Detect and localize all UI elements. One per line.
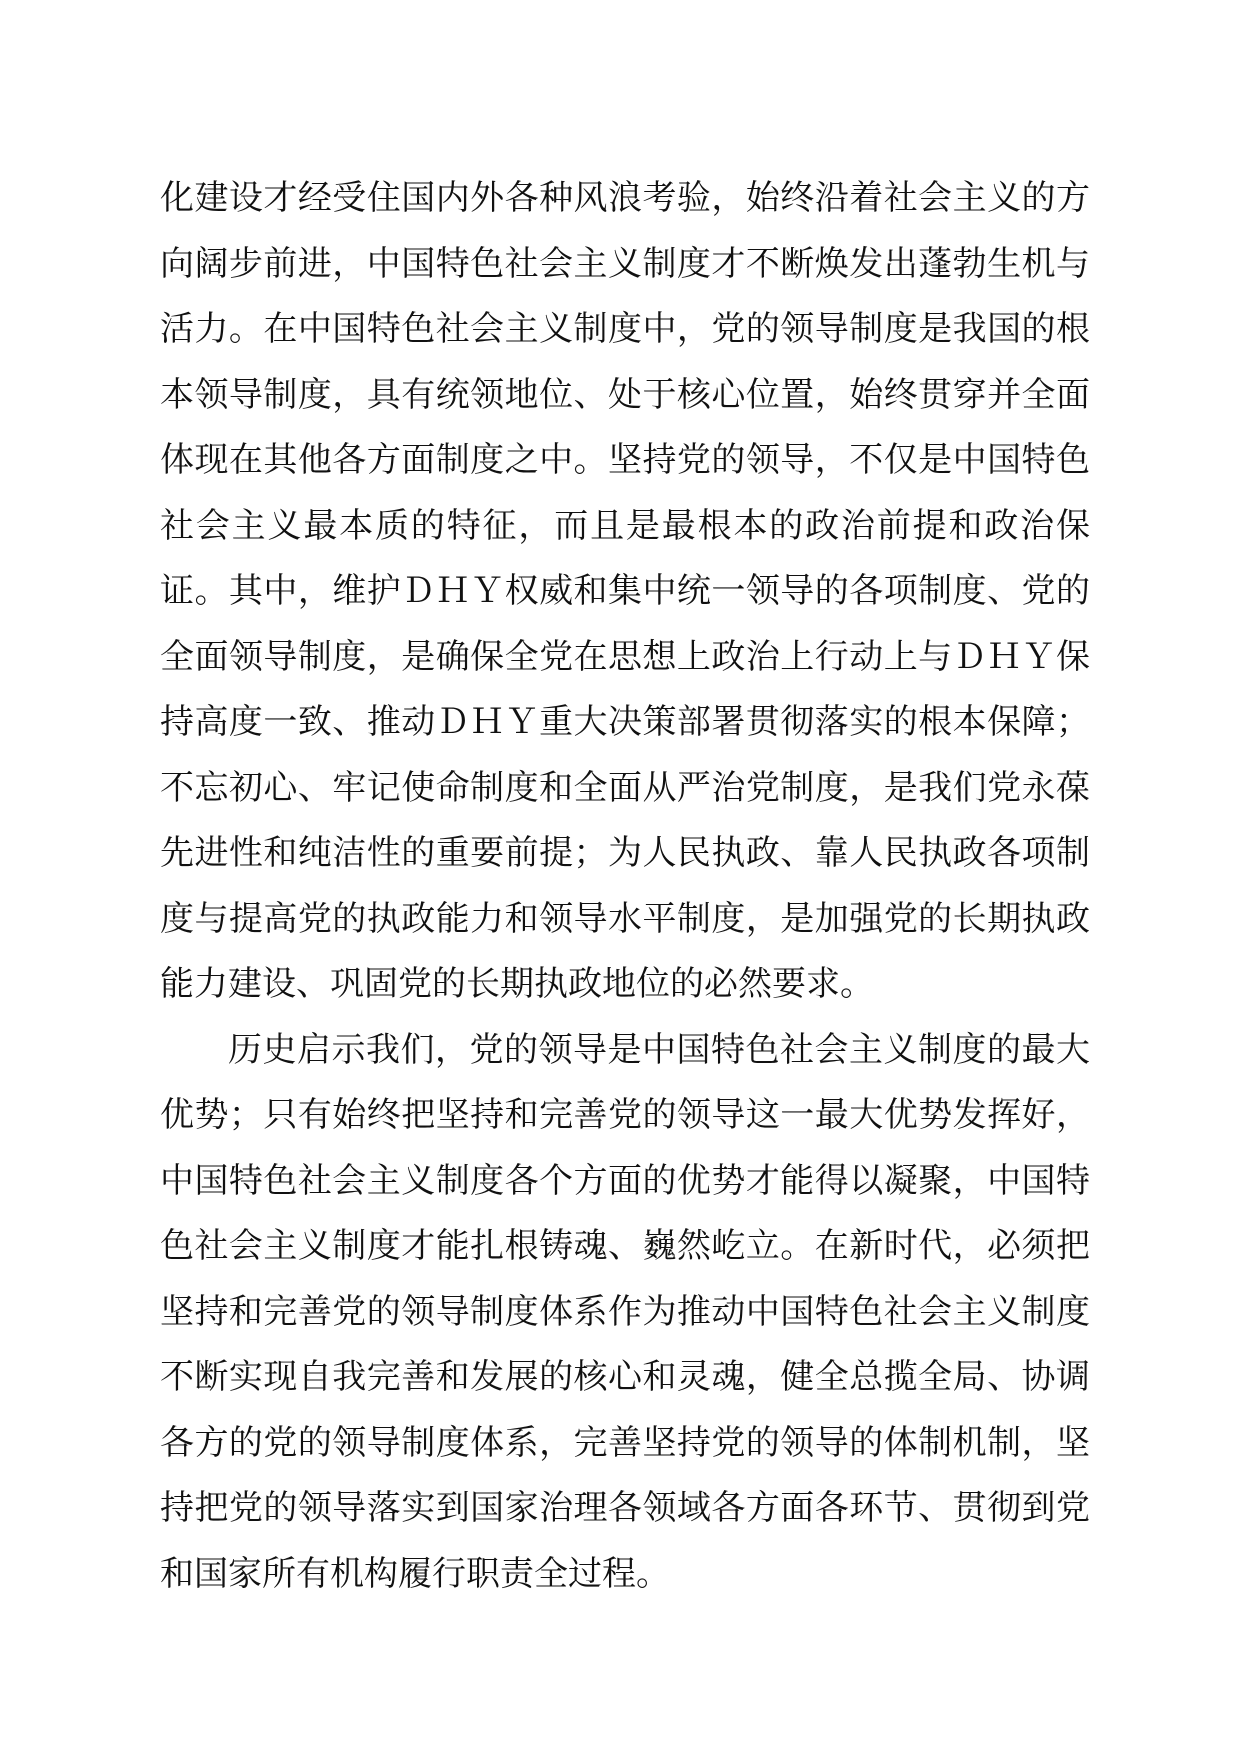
paragraph-continued: 化建设才经受住国内外各种风浪考验，始终沿着社会主义的方向阔步前进，中国特色社会主义制度才不断焕发出蓬勃生机与活力。在中国特色社会主义制度中，党的领导制度是我国的根本领导制度，具有统领地位、处于核心位置，始终贯穿并全面体现在其他各方面制度之中。坚持党的领导，不仅是中国特色社会主义最本质的特征，而且是最根本的政治前提和政治保证。其中，维护ＤＨＹ权威和集中统一领导的各项制度、党的全面领导制度，是确保全党在思想上政治上行动上与ＤＨＹ保持高度一致、推动ＤＨＹ重大决策部署贯彻落实的根本保障；不忘初心、牢记使命制度和全面从严治党制度，是我们党永葆先进性和纯洁性的重要前提；为人民执政、靠人民执政各项制度与提高党的执政能力和领导水平制度，是加强党的长期执政能力建设、巩固党的长期执政地位的必然要求。: [160, 178, 1090, 1004]
document-body: [160, 166, 1090, 1607]
paragraph-history-lesson: 历史启示我们，党的领导是中国特色社会主义制度的最大优势；只有始终把坚持和完善党的领导这一最大优势发挥好，中国特色社会主义制度各个方面的优势才能得以凝聚，中国特色社会主义制度才能扎根铸魂、巍然屹立。在新时代，必须把坚持和完善党的领导制度体系作为推动中国特色社会主义制度不断实现自我完善和发展的核心和灵魂，健全总揽全局、协调各方的党的领导制度体系，完善坚持党的领导的体制机制，坚持把党的领导落实到国家治理各领域各方面各环节、贯彻到党和国家所有机构履行职责全过程。: [160, 1029, 1090, 1594]
